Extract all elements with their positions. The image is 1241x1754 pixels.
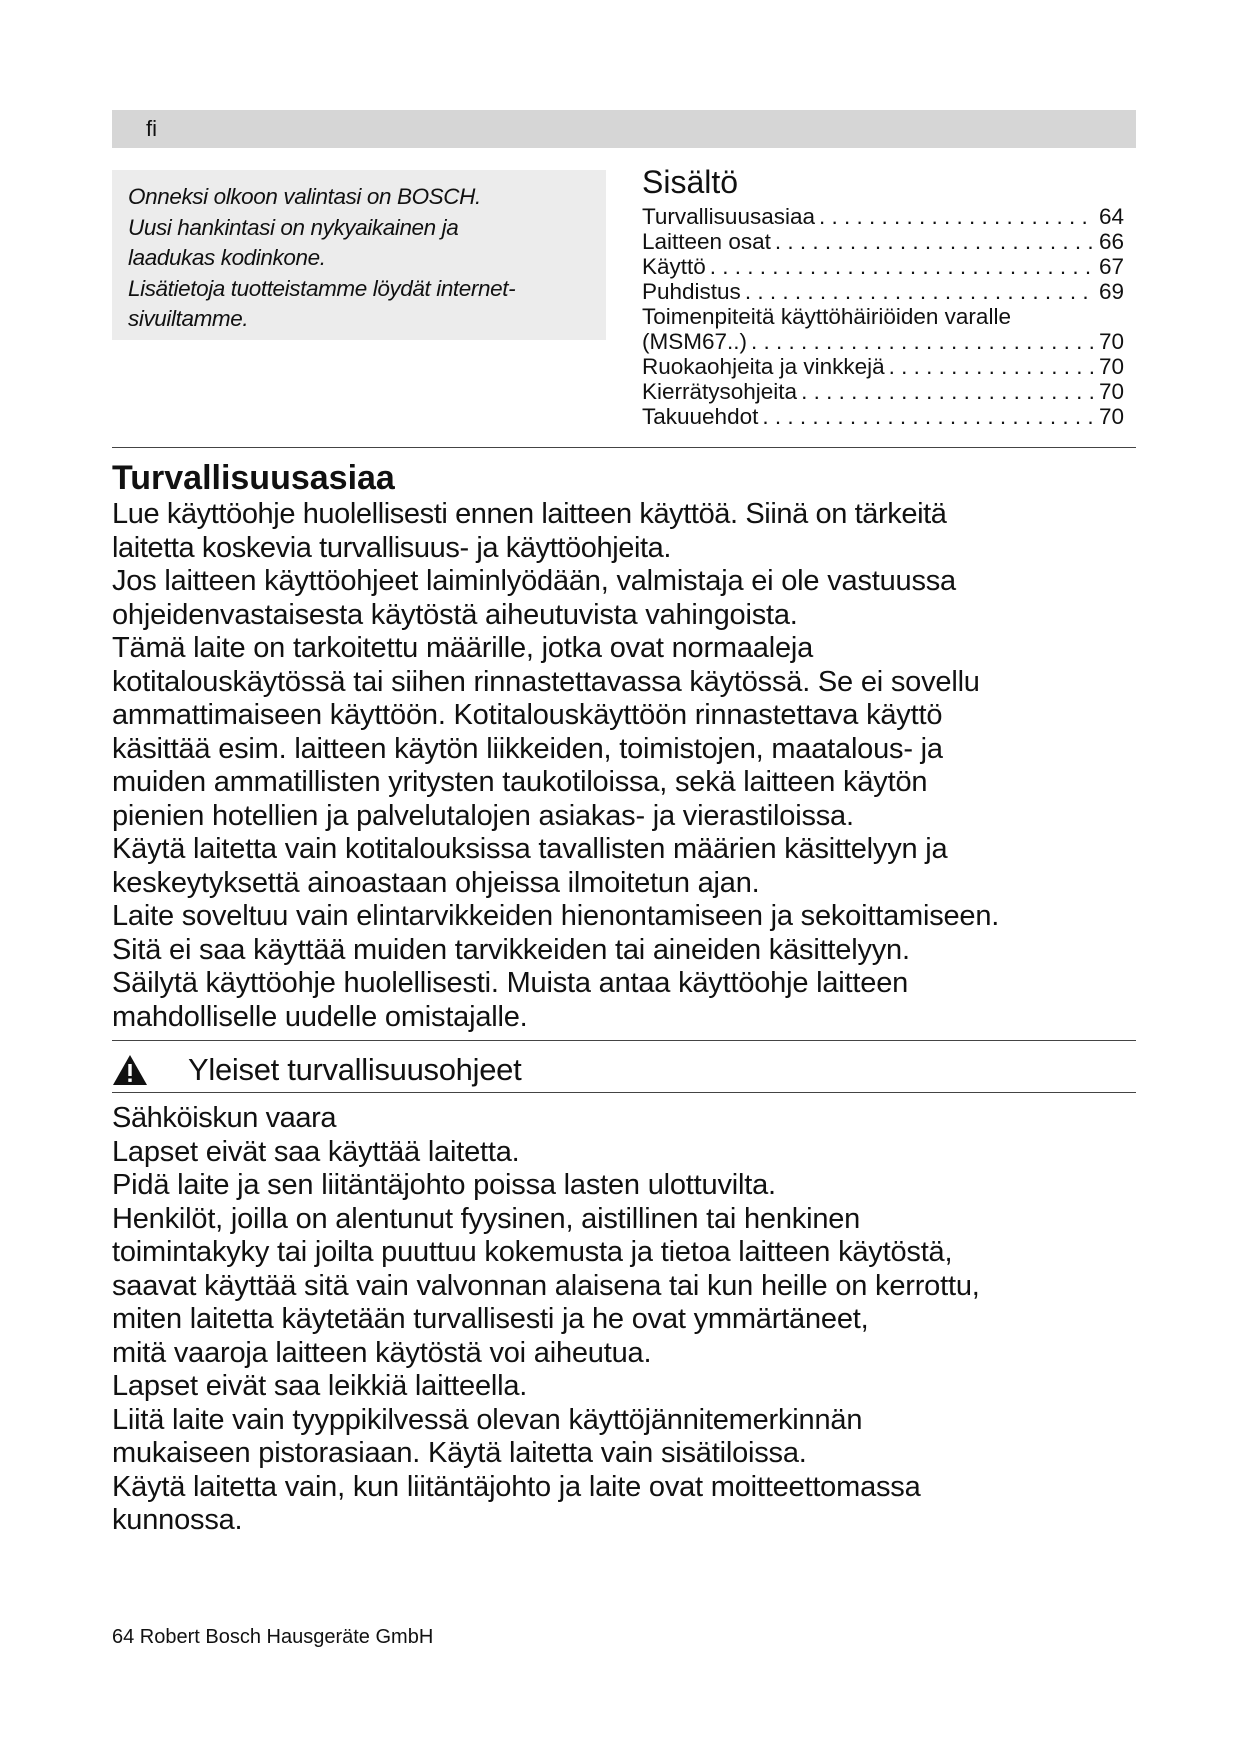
body-line: keskeytyksettä ainoastaan ohjeissa ilmoitetun ajan.: [112, 866, 760, 899]
body-line: Jos laitteen käyttöohjeet laiminlyödään, valmistaja ei ole vastuussa: [112, 565, 956, 597]
toc-item[interactable]: [642, 379, 1124, 404]
body-line: saavat käyttää sitä vain valvonnan alaisena tai kun heille on kerrottu,: [112, 1269, 980, 1302]
toc-item-label: Ruokaohjeita ja vinkkejä: [642, 354, 885, 379]
body-line: miten laitetta käytetään turvallisesti ja he ovat ymmärtäneet,: [112, 1303, 869, 1335]
toc-item[interactable]: [642, 279, 1124, 304]
body-line: Säilytä käyttöohje huolellisesti. Muista antaa käyttöohje laitteen: [112, 967, 909, 999]
body-line: ohjeidenvastaisesta käytöstä aiheutuvista vahingoista.: [112, 598, 798, 631]
body-line: kotitalouskäytössä tai siihen rinnastettavassa käytössä. Se ei sovellu: [112, 665, 980, 698]
electric-shock-body: [112, 1136, 1152, 1538]
warning-triangle-icon: [112, 1054, 148, 1086]
toc-item-label: Takuuehdot: [642, 404, 759, 429]
section-divider: [112, 447, 1136, 448]
body-line: pienien hotellien ja palvelutalojen asiakas- ja vierastiloissa.: [112, 799, 854, 832]
section-divider: [112, 1040, 1136, 1041]
safety-section: [112, 458, 1152, 1034]
body-line: Käytä laitetta vain kotitalouksissa tavallisten määrien käsittelyyn ja: [112, 833, 948, 865]
intro-box: [112, 170, 606, 340]
toc-item[interactable]: [642, 354, 1124, 379]
toc-item-label: Laitteen osat: [642, 229, 771, 254]
toc-item-prefix[interactable]: Toimenpiteitä käyttöhäiriöiden varalle: [642, 304, 1011, 329]
toc-item-page: 64: [1098, 204, 1124, 229]
general-safety-title: Yleiset turvallisuusohjeet: [188, 1052, 522, 1087]
body-line: Lapset eivät saa käyttää laitetta.: [112, 1135, 520, 1168]
electric-shock-section: [112, 1102, 1152, 1538]
body-line: muiden ammatillisten yritysten taukotiloissa, sekä laitteen käytön: [112, 766, 928, 798]
toc-item-page: 70: [1098, 329, 1124, 354]
toc-title: Sisältö: [642, 164, 739, 200]
toc-item-page: 70: [1098, 379, 1124, 404]
safety-body: [112, 565, 1152, 1034]
body-line: Sitä ei saa käyttää muiden tarvikkeiden tai aineiden käsittelyyn.: [112, 933, 910, 966]
toc-item-page: 67: [1098, 254, 1124, 279]
safety-title: Turvallisuusasiaa: [112, 459, 395, 497]
safety-lead-line: laitetta koskevia turvallisuus- ja käyttöohjeita.: [112, 531, 672, 564]
language-header-bar: [112, 110, 1136, 148]
toc-item-label: Käyttö: [642, 254, 706, 279]
toc-item-label: Kierrätysohjeita: [642, 379, 798, 404]
intro-line: Onneksi olkoon valintasi on BOSCH.: [128, 184, 481, 209]
body-line: mahdolliselle uudelle omistajalle.: [112, 1000, 528, 1033]
body-line: Tämä laite on tarkoitettu määrille, jotka ovat normaaleja: [112, 632, 814, 664]
general-safety-header: [112, 1048, 1136, 1092]
body-line: Liitä laite vain tyyppikilvessä olevan käyttöjännitemerkinnän: [112, 1403, 863, 1436]
toc-item[interactable]: [642, 254, 1124, 279]
toc-item-page: 70: [1098, 404, 1124, 429]
section-divider: [112, 1092, 1136, 1093]
safety-lead-line: Lue käyttöohje huolellisesti ennen laitteen käyttöä. Siinä on tärkeitä: [112, 498, 947, 530]
toc-item-page: 66: [1098, 229, 1124, 254]
toc-item-label: (MSM67..): [642, 329, 748, 354]
toc-item-label: Turvallisuusasiaa: [642, 204, 815, 229]
toc-item-page: 70: [1098, 354, 1124, 379]
body-line: mukaiseen pistorasiaan. Käytä laitetta vain sisätiloissa.: [112, 1437, 807, 1469]
page-footer: 64 Robert Bosch Hausgeräte GmbH: [112, 1626, 434, 1648]
body-line: Henkilöt, joilla on alentunut fyysinen, aistillinen tai henkinen: [112, 1202, 861, 1235]
toc-item[interactable]: [642, 204, 1124, 229]
table-of-contents: [642, 160, 1124, 429]
intro-line: sivuiltamme.: [128, 306, 249, 331]
toc-item[interactable]: [642, 329, 1124, 354]
body-line: Pidä laite ja sen liitäntäjohto poissa lasten ulottuvilta.: [112, 1169, 776, 1201]
body-line: Käytä laitetta vain, kun liitäntäjohto ja laite ovat moitteettomassa: [112, 1470, 921, 1503]
intro-line: Lisätietoja tuotteistamme löydät internet-: [128, 275, 516, 301]
toc-item[interactable]: [642, 404, 1124, 429]
body-line: toimintakyky tai joilta puuttuu kokemusta ja tietoa laitteen käytöstä,: [112, 1236, 953, 1268]
body-line: Laite soveltuu vain elintarvikkeiden hienontamiseen ja sekoittamiseen.: [112, 900, 1000, 932]
intro-line: Uusi hankintasi on nykyaikainen ja: [128, 214, 459, 240]
toc-item-page: 69: [1098, 279, 1124, 304]
language-code: fi: [146, 116, 157, 141]
toc-item[interactable]: [642, 229, 1124, 254]
toc-item-label: Puhdistus: [642, 279, 741, 304]
body-line: ammattimaiseen käyttöön. Kotitalouskäyttöön rinnastettava käyttö: [112, 699, 943, 731]
intro-line: laadukas kodinkone.: [128, 245, 326, 270]
body-line: Lapset eivät saa leikkiä laitteella.: [112, 1370, 528, 1402]
body-line: mitä vaaroja laitteen käytöstä voi aiheutua.: [112, 1336, 652, 1369]
body-line: käsittää esim. laitteen käytön liikkeiden, toimistojen, maatalous- ja: [112, 732, 943, 765]
body-line: kunnossa.: [112, 1504, 243, 1536]
electric-shock-subtitle: Sähköiskun vaara: [112, 1102, 337, 1134]
